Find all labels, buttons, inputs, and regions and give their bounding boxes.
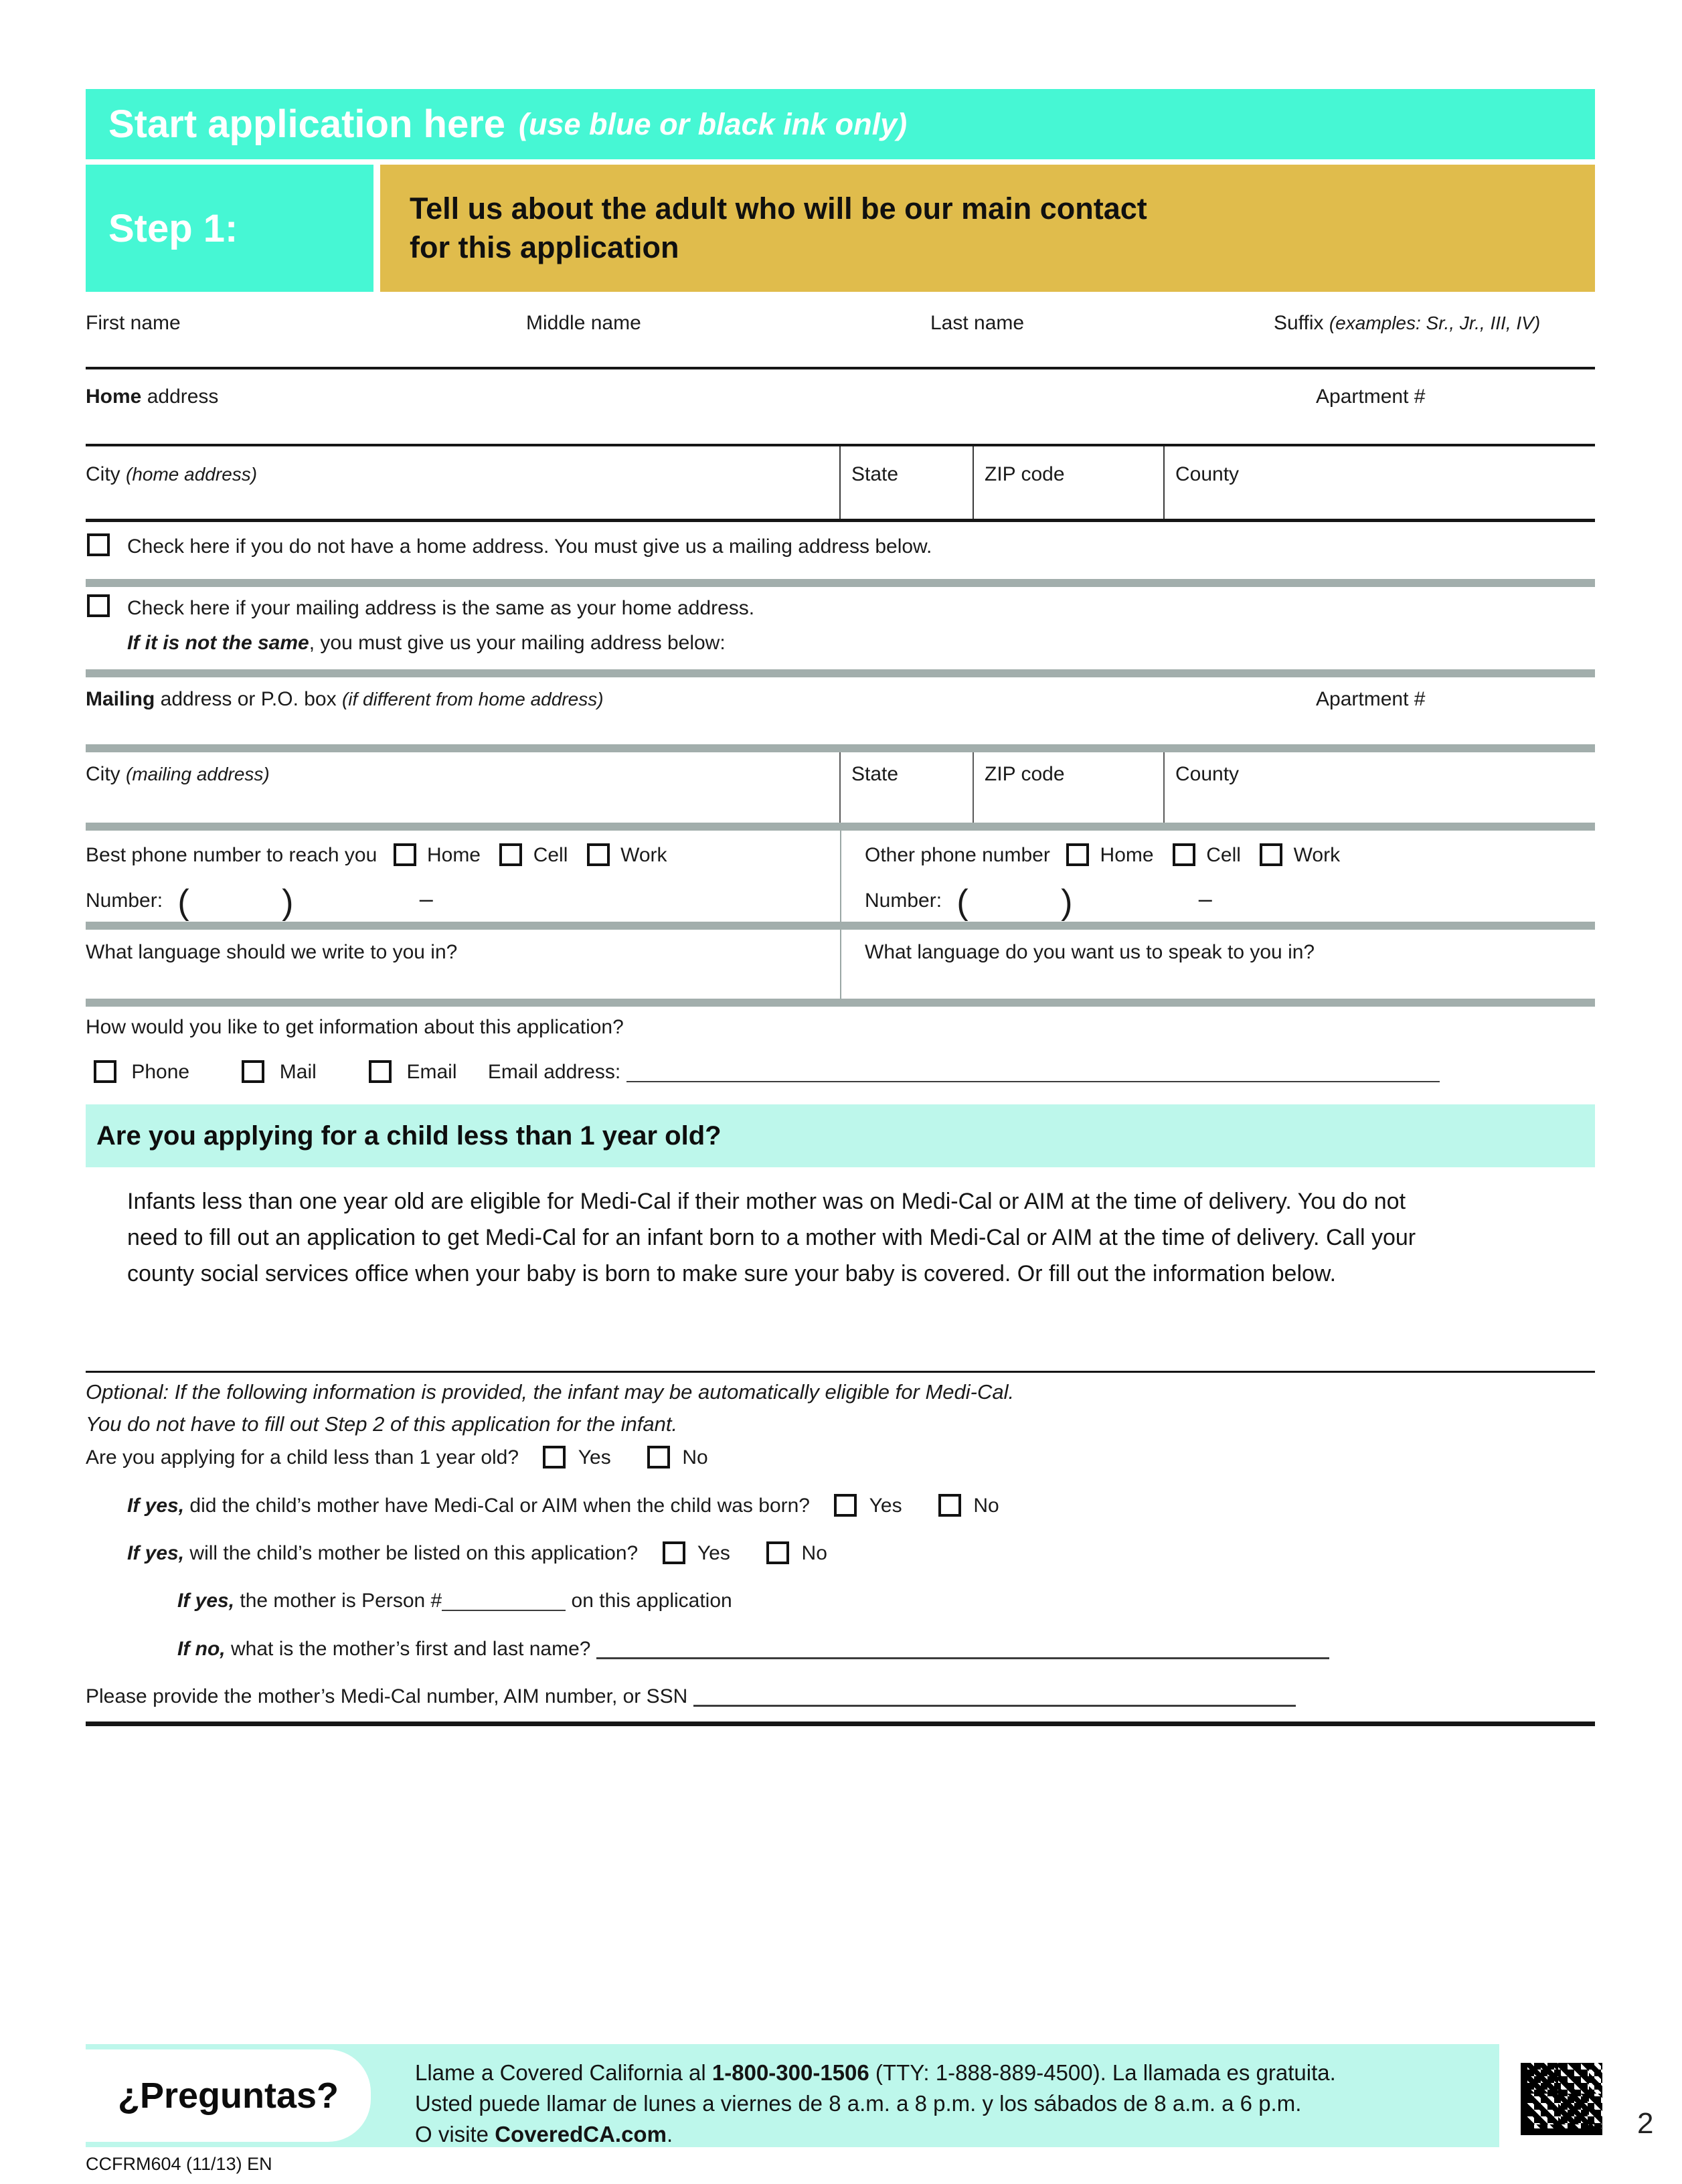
state-home-label: State [851, 463, 899, 485]
checkbox-no-home-address[interactable] [87, 533, 110, 556]
email-address-field[interactable] [626, 1062, 1440, 1082]
checkbox-q2-no[interactable] [938, 1494, 961, 1517]
county-home-label: County [1175, 463, 1240, 485]
q3-yes-label: Yes [697, 1542, 730, 1564]
step1-heading-box [380, 165, 1595, 292]
mother-name-row [177, 1638, 1329, 1661]
footer-info [415, 2057, 1459, 2150]
infant-banner [86, 1104, 1595, 1167]
barcode [1521, 2063, 1602, 2135]
apartment-label-mailing: Apartment # [1316, 688, 1426, 710]
home-city-divider-3 [1163, 446, 1165, 519]
name-row-divider [86, 367, 1595, 369]
other-phone-label: Other phone number [865, 844, 1050, 866]
q3-no-label: No [801, 1542, 827, 1564]
best-phone-label: Best phone number to reach you [86, 844, 377, 866]
mailing-address-field[interactable] [86, 711, 1224, 740]
no-home-address-text: Check here if you do not have a home address. You must give us a mailing address below. [127, 535, 932, 558]
city-home-label: City (home address) [86, 463, 258, 485]
footer-website-link: CoveredCA.com [495, 2122, 667, 2147]
other-phone-work-label: Work [1293, 844, 1341, 866]
home-address-label: Home address [86, 386, 219, 408]
best-phone-row [86, 843, 667, 867]
form-number: CCFRM604 (11/13) EN [86, 2154, 272, 2174]
infant-banner-text: Are you applying for a child less than 1 year old? [96, 1120, 722, 1151]
mother-number-text: Please provide the mother’s Medi-Cal number, AIM number, or SSN [86, 1685, 688, 1707]
other-phone-row [865, 843, 1340, 867]
checkbox-contact-email[interactable] [369, 1060, 392, 1083]
infant-q2-row [127, 1494, 999, 1517]
footer-line3: O visite CoveredCA.com. [415, 2122, 673, 2147]
gray-divider-6 [86, 999, 1595, 1007]
mother-number-row [86, 1685, 1296, 1708]
contact-mail-label: Mail [279, 1061, 317, 1083]
checkbox-q3-yes[interactable] [663, 1541, 685, 1564]
infant-q2-text: did the child’s mother have Medi-Cal or AIM when the child was born? [184, 1495, 810, 1517]
q1-yes-label: Yes [578, 1446, 611, 1468]
zip-mailing-label: ZIP code [985, 763, 1065, 785]
first-name-label: First name [86, 312, 181, 334]
checkbox-other-phone-work[interactable] [1260, 843, 1282, 866]
checkbox-mailing-same[interactable] [87, 594, 110, 617]
best-phone-cell-label: Cell [533, 844, 568, 866]
page-number: 2 [1637, 2107, 1654, 2140]
city-mailing-label: City (mailing address) [86, 763, 270, 785]
apartment-label-home: Apartment # [1316, 386, 1426, 408]
gray-divider-2 [86, 669, 1595, 677]
county-mailing-label: County [1175, 763, 1240, 785]
phone-row-divider [840, 831, 841, 922]
write-language-field[interactable] [86, 967, 822, 996]
mother-person-field[interactable] [442, 1591, 566, 1611]
checkbox-best-phone-cell[interactable] [499, 843, 522, 866]
infant-q3-row [127, 1541, 827, 1565]
header-title: Start application here [108, 102, 506, 146]
checkbox-q1-no[interactable] [647, 1446, 670, 1468]
other-phone-number-line[interactable]: Number: ( ) – [865, 883, 1212, 922]
gray-divider-4 [86, 823, 1595, 831]
preguntas-text: ¿Preguntas? [117, 2076, 339, 2116]
suffix-note: (examples: Sr., Jr., III, IV) [1329, 313, 1541, 333]
header-banner [86, 89, 1595, 159]
last-name-label: Last name [930, 312, 1025, 334]
infant-paragraph: Infants less than one year old are eligible for Medi-Cal if their mother was on Medi-Cal or AIM at the time of delivery. You do not need to fill out an application to get Medi-Cal for an infant born to a mother with Medi-Cal or AIM at the time of delivery. Call your county social services office when your baby is born to make sure your baby is covered. Or fill out the information below. [127, 1189, 1416, 1286]
q1-no-label: No [682, 1446, 708, 1468]
speak-language-field[interactable] [865, 967, 1568, 996]
mailing-not-same-text: If it is not the same, you must give us your mailing address below: [127, 632, 726, 654]
checkbox-contact-mail[interactable] [242, 1060, 264, 1083]
q2-yes-label: Yes [869, 1495, 902, 1517]
infant-section-divider [86, 1371, 1595, 1373]
checkbox-other-phone-cell[interactable] [1173, 843, 1195, 866]
write-language-label: What language should we write to you in? [86, 941, 458, 963]
mother-name-prefix: If no, [177, 1638, 226, 1660]
checkbox-q3-no[interactable] [766, 1541, 789, 1564]
home-address-field[interactable] [86, 410, 1224, 440]
best-phone-home-label: Home [426, 844, 481, 866]
step1-heading-line2: for this application [410, 230, 679, 264]
first-name-field[interactable] [86, 335, 521, 365]
language-row-divider [840, 930, 841, 999]
step1-heading-line1: Tell us about the adult who will be our main contact [410, 191, 1147, 226]
mother-person-prefix: If yes, [177, 1590, 235, 1612]
q2-no-label: No [973, 1495, 999, 1517]
home-city-divider-2 [973, 446, 974, 519]
mother-person-after: on this application [566, 1590, 732, 1612]
header-note: (use blue or black ink only) [519, 106, 908, 141]
infant-q1-text: Are you applying for a child less than 1 year old? [86, 1446, 519, 1468]
other-phone-home-label: Home [1100, 844, 1154, 866]
preguntas-box [86, 2049, 371, 2142]
optional-note-line2: You do not have to fill out Step 2 of this application for the infant. [86, 1412, 678, 1436]
infant-q2-prefix: If yes, [127, 1495, 185, 1517]
middle-name-label: Middle name [526, 312, 641, 334]
best-phone-number-line[interactable]: Number: ( ) – [86, 883, 433, 922]
checkbox-q2-yes[interactable] [834, 1494, 857, 1517]
home-city-divider-1 [839, 446, 841, 519]
footer-line1: Llame a Covered California al 1-800-300-1506 (TTY: 1-888-889-4500). La llamada es gratuita. [415, 2060, 1336, 2085]
step1-box [86, 165, 373, 292]
infant-q3-prefix: If yes, [127, 1542, 185, 1564]
footer-line2: Usted puede llamar de lunes a viernes de 8 a.m. a 8 p.m. y los sábados de 8 a.m. a 6 p.m. [415, 2091, 1302, 2116]
zip-home-label: ZIP code [985, 463, 1065, 485]
info-question-label: How would you like to get information about this application? [86, 1016, 624, 1038]
checkbox-contact-phone[interactable] [94, 1060, 116, 1083]
checkbox-q1-yes[interactable] [543, 1446, 566, 1468]
state-mailing-label: State [851, 763, 899, 785]
mailing-city-divider-1 [839, 752, 841, 823]
mailing-city-divider-2 [973, 752, 974, 823]
best-phone-work-label: Work [620, 844, 667, 866]
home-city-row-divider [86, 519, 1595, 522]
footer-phone-number: 1-800-300-1506 [711, 2060, 869, 2085]
gray-divider-5 [86, 922, 1595, 930]
gray-divider-1 [86, 579, 1595, 587]
speak-language-label: What language do you want us to speak to you in? [865, 941, 1315, 963]
mother-person-row [177, 1590, 732, 1612]
gray-divider-3 [86, 744, 1595, 752]
contact-phone-label: Phone [131, 1061, 190, 1083]
mailing-address-label: Mailing address or P.O. box (if different from home address) [86, 688, 604, 710]
email-address-label: Email address: [487, 1061, 621, 1083]
section-end-divider [86, 1721, 1595, 1726]
optional-note-line1: Optional: If the following information is provided, the infant may be automatically eligible for Medi-Cal. [86, 1380, 1015, 1404]
checkbox-best-phone-work[interactable] [587, 843, 610, 866]
checkbox-best-phone-home[interactable] [394, 843, 416, 866]
mailing-city-divider-3 [1163, 752, 1165, 823]
mother-name-field[interactable] [596, 1639, 1329, 1659]
mailing-same-text: Check here if your mailing address is the same as your home address. [127, 597, 755, 619]
infant-q3-text: will the child’s mother be listed on this application? [184, 1542, 639, 1564]
infant-q1-row [86, 1446, 708, 1469]
mother-name-text: what is the mother’s first and last name? [225, 1638, 591, 1660]
other-phone-cell-label: Cell [1206, 844, 1241, 866]
checkbox-other-phone-home[interactable] [1066, 843, 1089, 866]
mother-number-field[interactable] [693, 1686, 1296, 1707]
contact-email-label: Email [406, 1061, 457, 1083]
suffix-label: Suffix (examples: Sr., Jr., III, IV) [1274, 312, 1541, 334]
step1-label: Step 1: [108, 206, 238, 250]
mother-person-text: the mother is Person # [234, 1590, 442, 1612]
info-options-row [94, 1060, 1440, 1084]
